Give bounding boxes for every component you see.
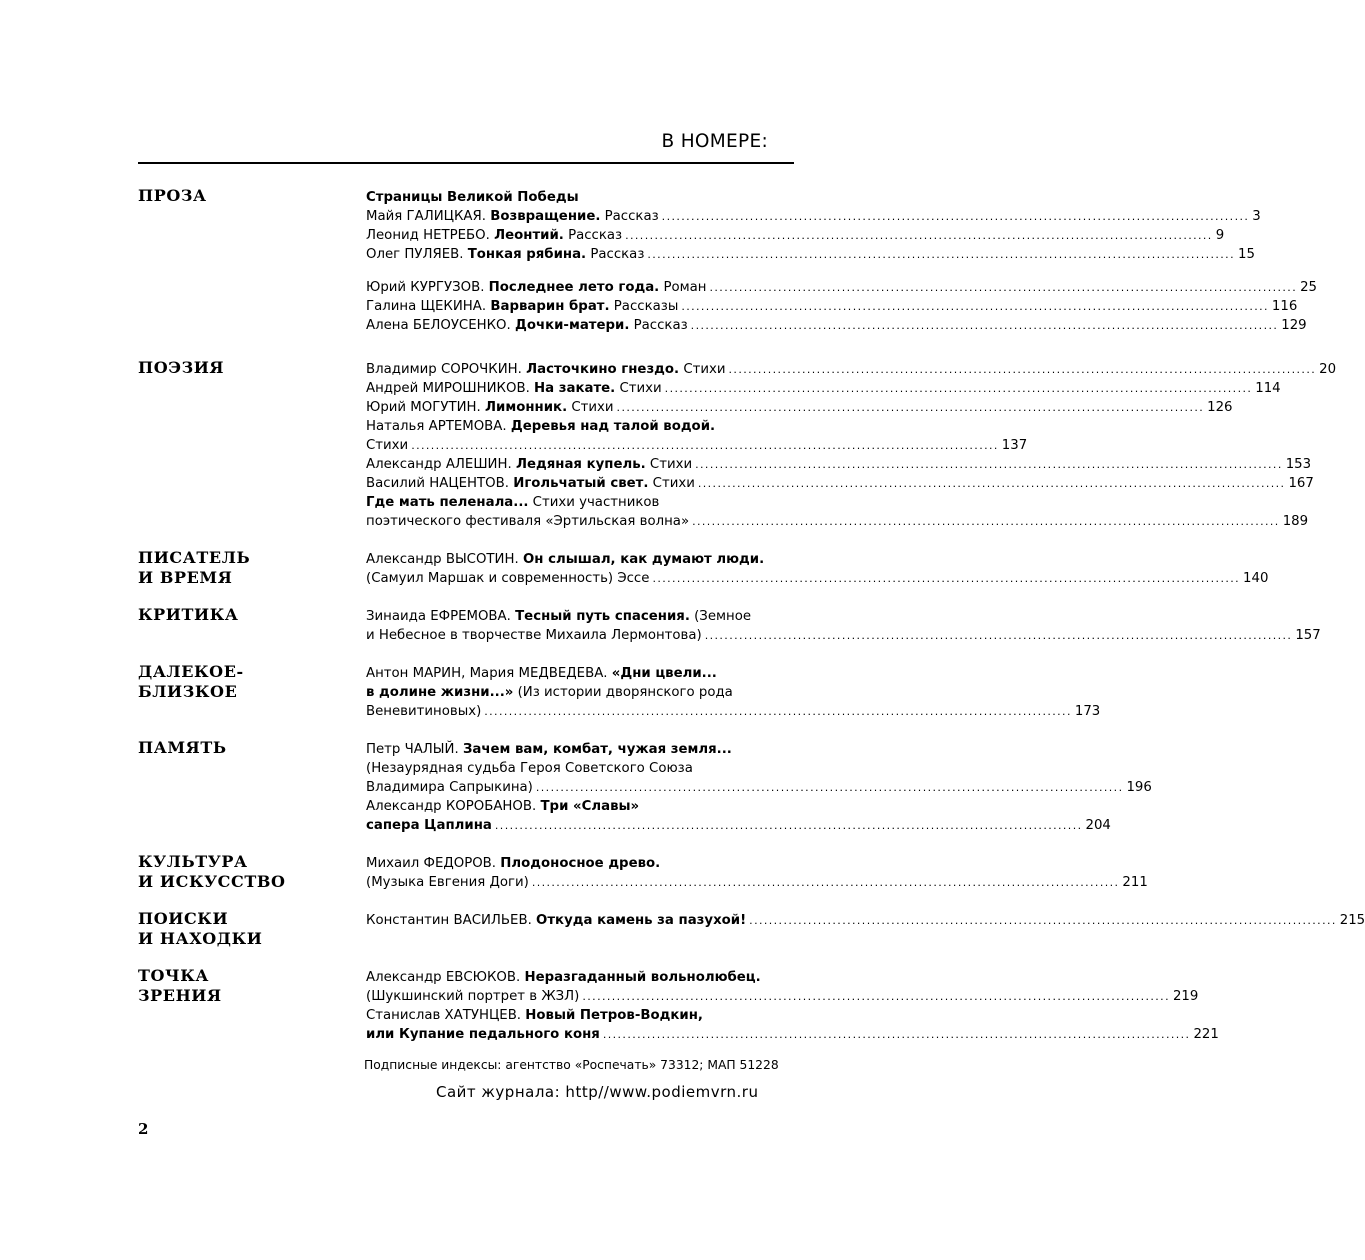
toc-entry-line bbox=[366, 550, 770, 569]
section-title bbox=[138, 186, 353, 206]
entry-title-text: Последнее лето года. bbox=[488, 280, 660, 295]
entry-plain-text: (Незаурядная судьба Героя Советского Союза bbox=[366, 761, 693, 776]
entry-page-number: 215 bbox=[1339, 913, 1365, 928]
entry-page-number: 196 bbox=[1126, 780, 1152, 795]
entry-text bbox=[366, 569, 649, 588]
entry-title-text: Новый Петров-Водкин, bbox=[525, 1008, 703, 1023]
entry-plain-text: Галина ЩЕКИНА. bbox=[366, 299, 491, 314]
entry-text bbox=[366, 607, 751, 626]
entry-title-text: Лимонник. bbox=[484, 400, 568, 415]
toc-entry-line bbox=[366, 207, 1261, 226]
entry-text bbox=[366, 360, 726, 379]
entry-plain-text: Рассказ bbox=[563, 228, 623, 243]
toc-entry-line bbox=[366, 278, 1318, 297]
toc-entry-line bbox=[366, 987, 1199, 1006]
toc-entry-line bbox=[366, 512, 1309, 531]
toc-entry-line bbox=[366, 911, 1365, 930]
entry-text bbox=[366, 512, 689, 531]
entry-page-number: 219 bbox=[1172, 989, 1199, 1004]
entry-page-number: 157 bbox=[1295, 628, 1321, 643]
entry-plain-text: Стихи bbox=[567, 400, 614, 415]
entry-page-number: 153 bbox=[1285, 457, 1312, 472]
toc-entry-line bbox=[366, 417, 770, 436]
dot-leader bbox=[622, 226, 1216, 245]
entry-text bbox=[366, 987, 579, 1006]
entry-title-text: Возвращение. bbox=[490, 209, 601, 224]
toc-entry-line bbox=[366, 778, 1152, 797]
entry-text bbox=[366, 664, 717, 683]
entry-plain-text: и Небесное в творчестве Михаила Лермонтова) bbox=[366, 628, 702, 643]
dot-leader bbox=[614, 398, 1208, 417]
entry-plain-text: Константин ВАСИЛЬЕВ. bbox=[366, 913, 537, 928]
site-address: Сайт журнала: http//www.podiemvrn.ru bbox=[436, 1083, 759, 1101]
section-title-line: КРИТИКА bbox=[138, 605, 239, 624]
toc-entry-line bbox=[366, 297, 1298, 316]
entry-plain-text: Андрей МИРОШНИКОВ. bbox=[366, 381, 535, 396]
toc-entry-line bbox=[366, 436, 1028, 455]
dot-leader bbox=[649, 569, 1243, 588]
entry-plain-text: (Самуил Маршак и современность) Эссе bbox=[366, 571, 650, 586]
toc-entry-line bbox=[366, 968, 770, 987]
toc-entry-line bbox=[366, 816, 1111, 835]
entry-plain-text: (Из истории дворянского рода bbox=[513, 685, 733, 700]
entry-title-text: «Дни цвели... bbox=[611, 666, 717, 681]
section-title-line: И ИСКУССТВО bbox=[138, 872, 286, 891]
dot-leader bbox=[702, 626, 1296, 645]
section-title-line: ТОЧКА bbox=[138, 966, 210, 985]
entry-plain-text: Антон МАРИН, Мария МЕДВЕДЕВА. bbox=[366, 666, 612, 681]
entry-title-text: Ласточкино гнездо. bbox=[526, 362, 680, 377]
entry-text bbox=[366, 816, 492, 835]
entry-text bbox=[366, 1006, 703, 1025]
toc-entry-line bbox=[366, 455, 1312, 474]
entry-title-text: Страницы Великой Победы bbox=[366, 190, 579, 205]
entry-plain-text: Юрий КУРГУЗОВ. bbox=[366, 280, 489, 295]
entry-page-number: 167 bbox=[1288, 476, 1314, 491]
entry-plain-text: Александр ВЫСОТИН. bbox=[366, 552, 523, 567]
dot-leader bbox=[481, 702, 1075, 721]
entry-title-text: Зачем вам, комбат, чужая земля... bbox=[462, 742, 732, 757]
entry-text bbox=[366, 278, 707, 297]
section-title-line: КУЛЬТУРА bbox=[138, 852, 248, 871]
section-title-line: ПОИСКИ bbox=[138, 909, 229, 928]
entry-plain-text: Леонид НЕТРЕБО. bbox=[366, 228, 495, 243]
entry-plain-text: Рассказ bbox=[586, 247, 645, 262]
entry-text bbox=[366, 968, 761, 987]
entry-plain-text: Александр ЕВСЮКОВ. bbox=[366, 970, 525, 985]
entry-plain-text: Стихи bbox=[679, 362, 726, 377]
entry-title-text: Дочки-матери. bbox=[514, 318, 630, 333]
dot-leader bbox=[726, 360, 1320, 379]
entry-text bbox=[366, 188, 579, 207]
page-number: 2 bbox=[138, 1120, 149, 1138]
entry-plain-text: Майя ГАЛИЦКАЯ. bbox=[366, 209, 491, 224]
entry-page-number: 3 bbox=[1252, 209, 1261, 224]
dot-leader bbox=[408, 436, 1002, 455]
dot-leader bbox=[529, 873, 1123, 892]
section-title bbox=[138, 966, 353, 1006]
dot-leader bbox=[533, 778, 1127, 797]
dot-leader bbox=[707, 278, 1301, 297]
entry-text bbox=[366, 226, 622, 245]
section-title bbox=[138, 662, 353, 702]
entry-plain-text: Стихи bbox=[645, 457, 693, 472]
entry-plain-text: Юрий МОГУТИН. bbox=[366, 400, 485, 415]
toc-entry-line bbox=[366, 1006, 770, 1025]
entry-text bbox=[366, 740, 732, 759]
entry-plain-text: Владимир СОРОЧКИН. bbox=[366, 362, 527, 377]
section-entries bbox=[366, 911, 1365, 930]
entry-title-text: Деревья над талой водой. bbox=[510, 419, 716, 434]
entry-title-text: На закате. bbox=[534, 381, 616, 396]
section-title bbox=[138, 548, 353, 588]
entry-text bbox=[366, 626, 702, 645]
entry-title-text: Игольчатый свет. bbox=[513, 476, 649, 491]
entry-plain-text: (Музыка Евгения Доги) bbox=[366, 875, 529, 890]
entry-plain-text: (Земное bbox=[689, 609, 752, 624]
entry-text bbox=[366, 455, 692, 474]
entry-plain-text: Зинаида ЕФРЕМОВА. bbox=[366, 609, 516, 624]
section-entries bbox=[366, 550, 1269, 588]
entry-page-number: 15 bbox=[1237, 247, 1255, 262]
entry-title-text: Где мать пеленала... bbox=[366, 495, 529, 510]
entry-page-number: 9 bbox=[1215, 228, 1225, 243]
entry-text bbox=[366, 550, 764, 569]
toc-entry-line bbox=[366, 740, 770, 759]
entry-plain-text: Олег ПУЛЯЕВ. bbox=[366, 247, 468, 262]
entry-plain-text: Рассказы bbox=[609, 299, 679, 314]
entry-page-number: 116 bbox=[1271, 299, 1298, 314]
entry-text bbox=[366, 493, 659, 512]
entry-plain-text: Наталья АРТЕМОВА. bbox=[366, 419, 511, 434]
entry-text bbox=[366, 379, 662, 398]
entry-text bbox=[366, 297, 678, 316]
section-title bbox=[138, 605, 353, 625]
entry-plain-text: Стихи bbox=[366, 438, 409, 453]
entry-plain-text: Роман bbox=[659, 280, 707, 295]
entry-text bbox=[366, 1025, 600, 1044]
section-title-line: ПОЭЗИЯ bbox=[138, 358, 225, 377]
dot-leader bbox=[600, 1025, 1194, 1044]
entry-text bbox=[366, 873, 529, 892]
toc-entry-line bbox=[366, 607, 770, 626]
section-title-line: БЛИЗКОЕ bbox=[138, 682, 238, 701]
section-title-line: ЗРЕНИЯ bbox=[138, 986, 222, 1005]
section-title bbox=[138, 358, 353, 378]
entry-plain-text: Рассказ bbox=[600, 209, 659, 224]
toc-entry-line bbox=[366, 683, 770, 702]
toc-entry-line bbox=[366, 379, 1281, 398]
section-title bbox=[138, 909, 353, 949]
entry-plain-text: Станислав ХАТУНЦЕВ. bbox=[366, 1008, 526, 1023]
entry-plain-text: поэтического фестиваля «Эртильская волна» bbox=[366, 514, 690, 529]
entry-text bbox=[366, 245, 644, 264]
entry-title-text: Ледяная купель. bbox=[515, 457, 646, 472]
entry-text bbox=[366, 316, 688, 335]
entry-text bbox=[366, 911, 746, 930]
entry-title-text: Неразгаданный вольнолюбец. bbox=[524, 970, 761, 985]
entry-text bbox=[366, 207, 659, 226]
toc-entry-line bbox=[366, 854, 770, 873]
section-title-line: И НАХОДКИ bbox=[138, 929, 263, 948]
toc-entry-line bbox=[366, 797, 770, 816]
entry-title-text: Плодоносное древо. bbox=[500, 856, 661, 871]
entry-page-number: 25 bbox=[1300, 280, 1318, 295]
section-entries bbox=[366, 188, 1318, 335]
dot-leader bbox=[678, 297, 1272, 316]
section-title bbox=[138, 738, 353, 758]
dot-leader bbox=[688, 316, 1282, 335]
entry-title-text: Леонтий. bbox=[494, 228, 564, 243]
header-rule bbox=[138, 162, 794, 164]
section-entries bbox=[366, 360, 1337, 531]
entry-text bbox=[366, 436, 408, 455]
entry-page-number: 189 bbox=[1282, 514, 1309, 529]
subscription-indexes: Подписные индексы: агентство «Роспечать» 73312; МАП 51228 bbox=[364, 1058, 779, 1072]
toc-entry-line bbox=[366, 569, 1269, 588]
entry-page-number: 173 bbox=[1074, 704, 1101, 719]
section-entries bbox=[366, 854, 1148, 892]
section-title bbox=[138, 852, 353, 892]
entry-title-text: или Купание педального коня bbox=[366, 1027, 600, 1042]
dot-leader bbox=[644, 245, 1238, 264]
entry-plain-text: Веневитиновых) bbox=[366, 704, 482, 719]
section-entries bbox=[366, 740, 1152, 835]
entry-text bbox=[366, 474, 695, 493]
entry-text bbox=[366, 854, 660, 873]
section-entries bbox=[366, 607, 1321, 645]
entry-title-text: Тесный путь спасения. bbox=[515, 609, 690, 624]
entry-title-text: Тонкая рябина. bbox=[467, 247, 587, 262]
entry-plain-text: Алена БЕЛОУСЕНКО. bbox=[366, 318, 515, 333]
entry-text bbox=[366, 759, 693, 778]
entry-plain-text: Александр КОРОБАНОВ. bbox=[366, 799, 541, 814]
dot-leader bbox=[579, 987, 1173, 1006]
entry-plain-text: (Шукшинский портрет в ЖЗЛ) bbox=[366, 989, 580, 1004]
dot-leader bbox=[689, 512, 1283, 531]
entry-page-number: 129 bbox=[1281, 318, 1307, 333]
entry-page-number: 211 bbox=[1122, 875, 1148, 890]
dot-leader bbox=[492, 816, 1086, 835]
section-title-line: ПРОЗА bbox=[138, 186, 207, 205]
entry-plain-text: Владимира Сапрыкина) bbox=[366, 780, 533, 795]
toc-entry-line bbox=[366, 316, 1307, 335]
toc-entry-line bbox=[366, 626, 1321, 645]
dot-leader bbox=[659, 207, 1253, 226]
entry-title-text: в долине жизни...» bbox=[366, 685, 514, 700]
entry-title-text: сапера Цаплина bbox=[366, 818, 492, 833]
toc-entry-line bbox=[366, 493, 770, 512]
entry-text bbox=[366, 417, 715, 436]
toc-entry-line bbox=[366, 188, 770, 207]
entry-page-number: 204 bbox=[1085, 818, 1111, 833]
entry-plain-text: Рассказ bbox=[629, 318, 688, 333]
toc-entry-line bbox=[366, 873, 1148, 892]
entry-page-number: 20 bbox=[1319, 362, 1337, 377]
toc-entry-line bbox=[366, 398, 1233, 417]
entry-page-number: 126 bbox=[1207, 400, 1233, 415]
dot-leader bbox=[662, 379, 1256, 398]
section-title-line: И ВРЕМЯ bbox=[138, 568, 233, 587]
entry-text bbox=[366, 683, 733, 702]
entry-title-text: Варварин брат. bbox=[490, 299, 610, 314]
entry-title-text: Три «Славы» bbox=[540, 799, 640, 814]
toc-entry-line bbox=[366, 226, 1225, 245]
entry-plain-text: Стихи bbox=[648, 476, 695, 491]
entry-plain-text: Петр ЧАЛЫЙ. bbox=[366, 742, 463, 757]
toc-entry-line bbox=[366, 759, 770, 778]
entry-text bbox=[366, 702, 481, 721]
dot-leader bbox=[746, 911, 1340, 930]
entry-plain-text: Михаил ФЕДОРОВ. bbox=[366, 856, 501, 871]
entry-plain-text: Стихи bbox=[615, 381, 662, 396]
section-entries bbox=[366, 664, 1101, 721]
toc-entry-line bbox=[366, 664, 770, 683]
entry-page-number: 114 bbox=[1255, 381, 1281, 396]
section-title-line: ПАМЯТЬ bbox=[138, 738, 227, 757]
entry-title-text: Откуда камень за пазухой! bbox=[536, 913, 747, 928]
section-title-line: ДАЛЕКОЕ- bbox=[138, 662, 244, 681]
toc-entry-line bbox=[366, 245, 1255, 264]
section-title-line: ПИСАТЕЛЬ bbox=[138, 548, 251, 567]
entry-text bbox=[366, 778, 533, 797]
entry-page-number: 137 bbox=[1001, 438, 1028, 453]
entry-page-number: 140 bbox=[1243, 571, 1269, 586]
entry-plain-text: Александр АЛЕШИН. bbox=[366, 457, 516, 472]
toc-entry-line bbox=[366, 360, 1337, 379]
entry-plain-text: Василий НАЦЕНТОВ. bbox=[366, 476, 514, 491]
dot-leader bbox=[692, 455, 1286, 474]
entry-text bbox=[366, 797, 639, 816]
entry-title-text: Он слышал, как думают люди. bbox=[522, 552, 765, 567]
toc-entry-line bbox=[366, 702, 1101, 721]
entry-text bbox=[366, 398, 614, 417]
entry-page-number: 221 bbox=[1193, 1027, 1219, 1042]
dot-leader bbox=[695, 474, 1289, 493]
entry-plain-text: Стихи участников bbox=[528, 495, 660, 510]
toc-entry-line bbox=[366, 474, 1314, 493]
toc-entry-line bbox=[366, 1025, 1219, 1044]
page-title: В НОМЕРЕ: bbox=[661, 131, 768, 152]
section-entries bbox=[366, 968, 1219, 1044]
